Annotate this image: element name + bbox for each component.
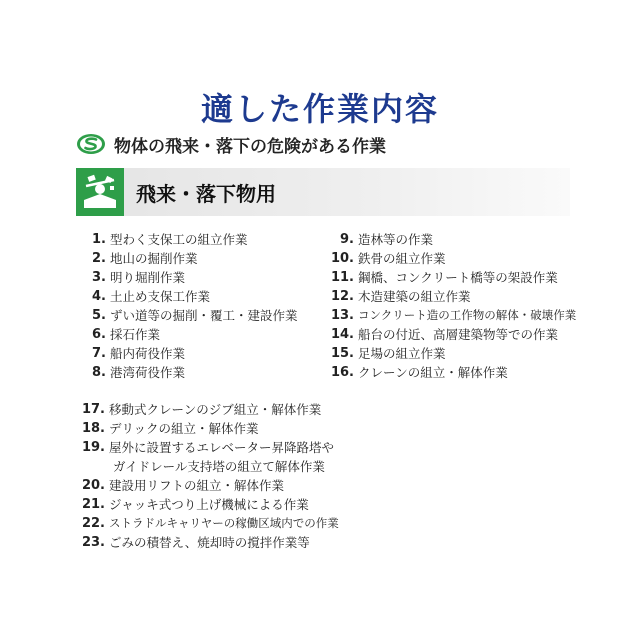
banner-title: 飛来・落下物用 (136, 181, 276, 206)
list-item: 7. 船内荷役作業 (92, 346, 186, 361)
list-item: 20. 建設用リフトの組立・解体作業 (81, 478, 285, 493)
list-item: 6. 採石作業 (92, 327, 161, 342)
s-logo-icon (76, 133, 106, 155)
list-item: 19. 屋外に設置するエレベーター昇降路塔や (81, 440, 335, 455)
list-item: 18. デリックの組立・解体作業 (81, 421, 259, 436)
list-item: 14. 船台の付近、高層建築物等での作業 (330, 327, 559, 342)
work-list-right (328, 230, 576, 382)
list-item: 23. ごみの積替え、焼却時の撹拌作業等 (81, 535, 310, 550)
list-item: 12. 木造建築の組立作業 (330, 289, 471, 304)
list-item: 3. 明り堀削作業 (92, 270, 186, 285)
subtitle-row (76, 130, 386, 158)
list-item: 16. クレーンの組立・解体作業 (330, 365, 508, 380)
page-title: 適した作業内容 (200, 90, 439, 128)
subtitle: 物体の飛来・落下の危険がある作業 (114, 136, 386, 157)
category-banner (76, 168, 570, 216)
list-item: 2. 地山の掘削作業 (92, 251, 198, 266)
list-item: 4. 土止め支保工作業 (92, 289, 211, 304)
work-list-left (80, 230, 298, 382)
work-list-bottom (75, 400, 339, 552)
list-item: 5. ずい道等の掘削・覆工・建設作業 (92, 308, 298, 323)
list-item: 9. 造林等の作業 (340, 232, 434, 247)
list-item: 13. コンクリート造の工作物の解体・破壊作業 (330, 308, 577, 323)
list-item-continuation: ガイドレール支持塔の組立て解体作業 (113, 459, 325, 474)
list-item: 8. 港湾荷役作業 (92, 365, 186, 380)
list-item: 11. 鋼橋、コンクリート橋等の架設作業 (330, 270, 558, 285)
list-item: 15. 足場の組立作業 (330, 346, 446, 361)
falling-object-icon (76, 168, 124, 216)
list-item: 17. 移動式クレーンのジブ組立・解体作業 (81, 402, 322, 417)
list-item: 22. ストラドルキャリヤーの稼働区域内での作業 (81, 516, 339, 531)
list-item: 10. 鉄骨の組立作業 (330, 251, 446, 266)
list-item: 1. 型わく支保工の組立作業 (92, 232, 248, 247)
list-item: 21. ジャッキ式つり上げ機械による作業 (81, 497, 309, 512)
